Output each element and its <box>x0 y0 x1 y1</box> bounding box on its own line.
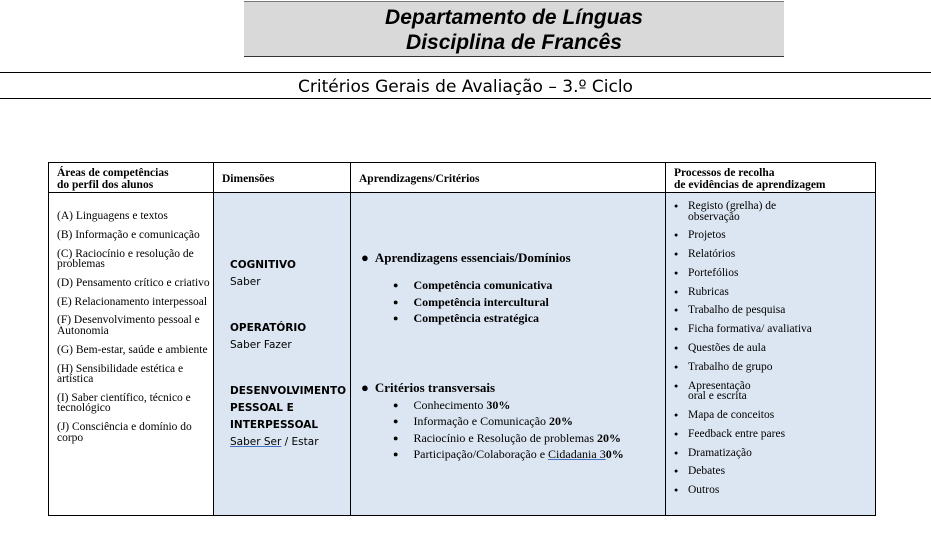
list-item: ● Questões de aula <box>674 343 875 354</box>
dim-cognitivo-title: COGNITIVO <box>230 259 296 271</box>
list-item: ● Mapa de conceitos <box>674 410 875 421</box>
list-item <box>393 431 665 448</box>
bottom-rule <box>0 98 931 99</box>
list-item: ● Trabalho de pesquisa <box>674 305 875 316</box>
dim-desenv-title-2: PESSOAL E <box>230 402 294 414</box>
criterion-pct: 20% <box>597 430 622 445</box>
list-item: (C) Raciocínio e resolução de problemas <box>57 247 194 271</box>
dim-desenv-title-1: DESENVOLVIMENTO <box>230 385 347 397</box>
list-item: (B) Informação e comunicação <box>57 228 200 241</box>
list-item: ● Relatórios <box>674 249 875 260</box>
list-item: ● Trabalho de grupo <box>674 362 875 373</box>
dim-desenv-title-3: INTERPESSOAL <box>230 419 319 431</box>
dim-desenv-sub-ser: Saber Ser <box>230 436 282 448</box>
header-dimensoes: Dimensões <box>214 163 351 193</box>
essenciais-heading <box>361 250 665 266</box>
bullet-icon: ● <box>361 379 369 395</box>
essenciais-title: Aprendizagens essenciais/Domínios <box>374 250 571 265</box>
dim-operatorio-title: OPERATÓRIO <box>230 322 307 334</box>
header-processos-line1: Processos de recolha <box>674 166 775 179</box>
document-header <box>244 1 784 57</box>
list-item: (E) Relacionamento interpessoal <box>57 295 208 308</box>
list-item: ● Ficha formativa/ avaliativa <box>674 324 875 335</box>
criterion-pct: 30% <box>486 397 511 412</box>
criteria-table <box>48 162 876 516</box>
page-subtitle: Critérios Gerais de Avaliação – 3.º Ciclo <box>298 77 633 97</box>
list-item: ● Competência comunicativa <box>393 278 665 295</box>
dim-cognitivo-sub: Saber <box>230 276 261 288</box>
list-item: (J) Consciência e domínio do corpo <box>57 421 192 444</box>
header-areas-line1: Áreas de competências <box>57 166 169 179</box>
list-item: ● Feedback entre pares <box>674 429 875 440</box>
list-item: (G) Bem-estar, saúde e ambiente <box>57 343 208 356</box>
list-item: (F) Desenvolvimento pessoal e Autonomia <box>57 314 200 337</box>
areas-list <box>49 193 213 443</box>
department-title: Departamento de Línguas <box>385 6 643 29</box>
aprendizagens-cell <box>351 193 666 516</box>
list-item: ● Competência estratégica <box>393 311 665 328</box>
list-item <box>393 414 665 431</box>
table-body-row <box>49 193 876 516</box>
transversais-heading <box>361 380 665 396</box>
dim-desenv-sub-estar: / Estar <box>281 436 319 448</box>
processos-list <box>666 193 875 496</box>
transversais-title: Critérios transversais <box>374 379 496 395</box>
criterion-label: Raciocínio e Resolução de problemas <box>413 430 598 445</box>
transversais-list <box>361 398 665 464</box>
header-processos <box>666 163 876 193</box>
list-item <box>393 398 665 415</box>
table-header-row <box>49 163 876 193</box>
list-item: ● Apresentação oral e escrita <box>674 381 768 402</box>
processos-cell <box>666 193 876 516</box>
list-item <box>393 447 665 464</box>
areas-cell <box>49 193 214 516</box>
list-item: ● Projetos <box>674 230 875 241</box>
list-item: ● Rubricas <box>674 287 875 298</box>
criterion-label-underlined: Cidadania 3 <box>548 447 606 461</box>
criterion-label: Informação e Comunicação <box>413 414 550 428</box>
competencias-list <box>361 278 665 328</box>
criterion-label: Conhecimento <box>413 397 487 412</box>
top-rule <box>0 72 931 73</box>
list-item: ● Competência intercultural <box>393 295 665 312</box>
header-aprendizagens: Aprendizagens/Critérios <box>351 163 666 193</box>
dim-operatorio-sub: Saber Fazer <box>230 339 292 351</box>
criterion-pct: 0% <box>605 447 624 461</box>
dim-desenv-sub <box>230 434 350 451</box>
list-item: ● Dramatização <box>674 448 875 459</box>
dimensoes-cell <box>214 193 351 516</box>
criterion-label: Participação/Colaboração e <box>413 447 549 461</box>
list-item: (D) Pensamento crítico e criativo <box>57 276 210 289</box>
list-item: ● Registo (grelha) de observação <box>674 201 778 222</box>
list-item: (I) Saber científico, técnico e tecnológico <box>57 391 191 415</box>
list-item: ● Portefólios <box>674 268 875 279</box>
list-item: (H) Sensibilidade estética e artística <box>57 362 184 386</box>
list-item: ● Outros <box>674 485 875 496</box>
criterion-pct: 20% <box>549 414 574 428</box>
header-processos-line2: de evidências de aprendizagem <box>674 178 826 191</box>
header-areas <box>49 163 214 193</box>
header-areas-line2: do perfil dos alunos <box>57 178 154 191</box>
discipline-title: Disciplina de Francês <box>406 31 622 54</box>
list-item: ● Debates <box>674 466 875 477</box>
list-item: (A) Linguagens e textos <box>57 210 168 222</box>
bullet-icon: ● <box>361 250 369 265</box>
